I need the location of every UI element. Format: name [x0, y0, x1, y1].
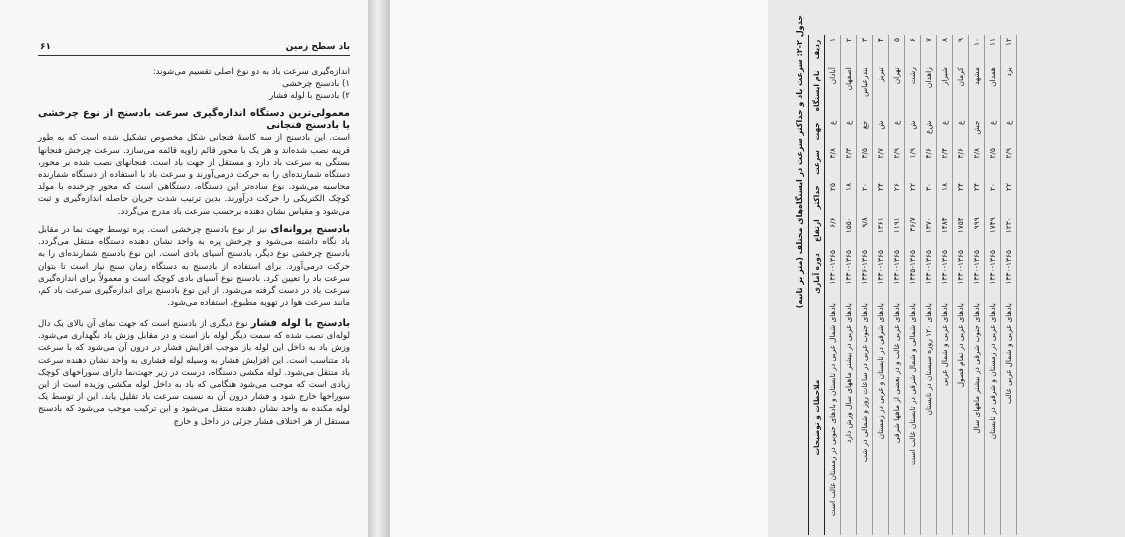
table-cell: شیراز	[937, 64, 953, 117]
table-row	[937, 35, 953, 535]
table-cell: کرمان	[953, 64, 969, 117]
table-cell: ۲/۵	[985, 145, 1001, 180]
table-cell: غ	[841, 118, 857, 145]
table-row	[953, 35, 969, 535]
table-cell: بادهای شرقی در تابستان و غربی در زمستان	[873, 300, 889, 535]
table-cell: ۱۲	[1001, 35, 1017, 64]
table-cell: ۱۱۹۱	[889, 214, 905, 247]
table-cell: بادهای جنوب شرقی در بیشتر ماههای سال	[969, 300, 985, 535]
table-row	[921, 35, 937, 535]
table-cell: ۱۳۳۰-۱۳۶۵	[1001, 247, 1017, 300]
table-cell: ۲۵	[825, 180, 841, 214]
table-cell: ۲۴	[873, 180, 889, 214]
table-cell: ۳۰	[921, 180, 937, 214]
header-rule	[38, 55, 350, 56]
table-row	[969, 35, 985, 535]
table-cell: بادهای غربی و شمال غربی	[937, 300, 953, 535]
table-cell: بادهای جنوب غربی در ساعات روز و شمالی در شب	[857, 300, 873, 535]
book-gutter	[368, 0, 392, 537]
list-item-2: ۲) بادسنج با لوله فشار	[269, 91, 350, 102]
table-header-row	[809, 35, 825, 535]
table-cell: ۷	[921, 35, 937, 64]
th-row: ردیف	[809, 35, 825, 64]
table-row	[985, 35, 1001, 535]
table-cell: بندرعباس	[857, 64, 873, 117]
table-cell: ۲۲	[905, 180, 921, 214]
table-cell: رشت	[905, 64, 921, 117]
table-cell: آبادان	[825, 64, 841, 117]
section-body: نیز از نوع بادسنج چرخشی است. پره توسط جهت نما در مقابل باد نگاه داشته می‌شود و چرخش پره به واحد نشان دهنده دستگاه منتقل می‌گردد. بادسنج چرخشی نوع دیگر، بادسنج آسیای بادی است. این نوع بادسنج شمارنده‌ای را به حرکت درمی‌آورد. برای استفاده از بادسنج به دستگاه زمان سنج نیاز است تا بتوان سرعت باد را تعیین کرد. بادسنج نوع آسیای بادی کوچک است و معمولاً برای اندازه‌گیری سرعت باد در دست گرفته می‌شود. از این نوع بادسنج برای اندازه‌گیری سرعت باد کم، مانند سرعت هوا در تهویه مطبوع، استفاده می‌شود.	[38, 225, 350, 309]
table-cell: ۴	[873, 35, 889, 64]
table-cell: ۱/۹	[905, 145, 921, 180]
table-cell: ۶	[905, 35, 921, 64]
table-cell: غ	[985, 118, 1001, 145]
section-body: است. این بادسنج از سه کاسهٔ فنجانی شکل مخصوص تشکیل شده است که به طور قرینه نصب شده‌اند و هر یک با محور قائم زاویه قائمه می‌سازد. سرعت چرخش فنجانها بستگی به سرعت باد دارد و مستقل از جهت باد است. فنجانهای نصب شده بر محور، دستگاه شمارنده‌ای را به حرکت درمی‌آورند و سرعت باد با استفاده از دستگاه شمارنده محاسبه می‌شود. نوع ساده‌تر این دستگاه، دستگاهی است که محور چرخنده با مولد کوچک الکتریکی را حرکت درآورند. بدین ترتیب شدت جریان حاصله اندازه‌گیری و ثبت می‌شود و مقیاس نشان دهنده برحسب سرعت باد مدرج می‌گردد.	[38, 133, 350, 217]
table-cell: ۱۳۳۰-۱۳۶۵	[873, 247, 889, 300]
table-cell: ۹	[953, 35, 969, 64]
table-cell: بادهای ۱۲۰ روزه سیستان در تابستان	[921, 300, 937, 535]
table-cell: مشهد	[969, 64, 985, 117]
table-cell: غ	[937, 118, 953, 145]
table-cell: ۱۳۳۵-۱۳۶۵	[905, 247, 921, 300]
table-cell: بادهای شمالی و شمال شرقی در تابستان غالب است	[905, 300, 921, 535]
table-cell: ۱۳۳۶-۱۳۶۵	[857, 247, 873, 300]
table-cell: ۳/۵	[857, 145, 873, 180]
table-cell: زاهدان	[921, 64, 937, 117]
th-max: حداکثر	[809, 180, 825, 214]
table-cell: یزد	[1001, 64, 1017, 117]
table-cell: ۲/۴	[937, 145, 953, 180]
wind-table	[808, 35, 1017, 535]
table-cell: بادهای غربی غالب و در بعضی از ماهها شرقی	[889, 300, 905, 535]
table-cell: ۲	[841, 35, 857, 64]
table-cell: ش‌غ	[921, 118, 937, 145]
table-cell: ۳	[857, 35, 873, 64]
table-cell: غ	[825, 118, 841, 145]
table-cell: ۴/۶	[921, 145, 937, 180]
table-cell: ۱۳۶۱	[873, 214, 889, 247]
intro-paragraph	[38, 66, 350, 103]
table-cell: ۲۰	[857, 180, 873, 214]
section-propeller-anemometer	[38, 224, 350, 309]
table-cell: ۱۰	[969, 35, 985, 64]
section-heading: بادسنج پروانه‌ای	[270, 224, 351, 235]
table-cell: ۱۴۸۴	[937, 214, 953, 247]
th-notes: ملاحظات و توضیحات	[809, 300, 825, 535]
table-cell: ۱۳۳۰-۱۳۶۵	[841, 247, 857, 300]
table-cell: ۱	[825, 35, 841, 64]
table-cell: بادهای غربی در بیشتر ماههای سال وزش دارد	[841, 300, 857, 535]
table-cell: ۱۳۷۰	[921, 214, 937, 247]
table-cell: ۹/۸	[857, 214, 873, 247]
table-cell: ۳/۶	[953, 145, 969, 180]
table-cell: ۱۳۳۰-۱۳۶۵	[889, 247, 905, 300]
table-cell: ۳/۸	[825, 145, 841, 180]
table-row	[889, 35, 905, 535]
table-cell: ۱۳۳۰-۱۳۶۵	[825, 247, 841, 300]
table-cell: ۱۳۳۰-۱۳۶۵	[953, 247, 969, 300]
table-cell: ۲۶	[889, 180, 905, 214]
table-cell: جغ	[857, 118, 873, 145]
table-cell: بادهای غربی در تمام فصول	[953, 300, 969, 535]
table-cell: تبریز	[873, 64, 889, 117]
th-speed: سرعت	[809, 145, 825, 180]
list-item-1: ۱) بادسنج چرخشی	[282, 79, 350, 90]
table-cell: ۸	[937, 35, 953, 64]
table-cell: ۱۱	[985, 35, 1001, 64]
running-title: باد سطح زمین	[285, 42, 350, 52]
table-row	[841, 35, 857, 535]
table-cell: ۳۶/۷	[905, 214, 921, 247]
table-cell: غ	[889, 118, 905, 145]
table-cell: ۵	[889, 35, 905, 64]
table-cell: ۲۴	[953, 180, 969, 214]
table-cell: ۹۹۹	[969, 214, 985, 247]
table-cell: ۱۵۵۰	[841, 214, 857, 247]
table-cell: ۲۲	[1001, 180, 1017, 214]
section-heading: معمولی‌ترین دستگاه اندازه‌گیری سرعت بادسنج از نوع چرخشی یا بادسنج فنجانی	[38, 108, 350, 132]
table-cell: تهران	[889, 64, 905, 117]
section-heading: بادسنج با لوله فشار	[250, 318, 350, 329]
table-cell: بادهای غربی در زمستان و شرقی در تابستان	[985, 300, 1001, 535]
th-period: دوره آماری	[809, 247, 825, 300]
page-number: ۶۱	[40, 42, 51, 52]
table-cell: ۲/۹	[889, 145, 905, 180]
intro-text: اندازه‌گیری سرعت باد به دو نوع اصلی تقسیم می‌شوند:	[152, 67, 350, 77]
section-cup-anemometer	[38, 108, 350, 218]
table-row	[905, 35, 921, 535]
th-direction: جهت	[809, 118, 825, 145]
th-station: نام ایستگاه	[809, 64, 825, 117]
table-cell: ۱۳۳۰-۱۳۶۵	[969, 247, 985, 300]
table-cell: ۲/۳	[841, 145, 857, 180]
table-caption: جدول ۲-۲: سرعت باد و حداکثر سرعت در ایستگاه‌های مختلف (متر بر ثانیه)	[795, 15, 804, 309]
table-cell: ۱۳۳۰-۱۳۶۵	[937, 247, 953, 300]
table-cell: ۱۳۳۰-۱۳۶۵	[921, 247, 937, 300]
table-row	[857, 35, 873, 535]
table-row	[1001, 35, 1017, 535]
table-cell: ۲۴	[969, 180, 985, 214]
table-cell: غ	[953, 118, 969, 145]
table-cell: ۶/۶	[825, 214, 841, 247]
th-elevation: ارتفاع	[809, 214, 825, 247]
table-cell: ۲/۷	[873, 145, 889, 180]
table-cell: همدان	[985, 64, 1001, 117]
table-cell: ۱۸	[937, 180, 953, 214]
left-page	[0, 0, 372, 537]
table-row	[873, 35, 889, 535]
table-cell: جش	[969, 118, 985, 145]
table-cell: ۲۰	[985, 180, 1001, 214]
table-cell: ۱۳۳۰-۱۳۶۵	[985, 247, 1001, 300]
table-cell: ۱۲۳۰	[1001, 214, 1017, 247]
table-cell: ۱۷۴۹	[985, 214, 1001, 247]
table-cell: ۱۸	[841, 180, 857, 214]
table-cell: بادهای شمال غربی در تابستان و بادهای جنوبی در زمستان غالب است	[825, 300, 841, 535]
section-pressure-tube-anemometer	[38, 318, 350, 428]
table-cell: ش	[873, 118, 889, 145]
table-cell: غ	[1001, 118, 1017, 145]
section-body: نوع دیگری از بادسنج است که جهت نمای آن بالای یک دال لوله‌ای نصب شده که سمت دیگر لوله باز است و در مقابل وزش باد نگهداری می‌شود. وزش باد به داخل این لوله باز موجب افزایش فشار در درون آن می‌شود که با سرعت باد متناسب است. این افزایش فشار به وسیله لوله فشاری به واحد نشان دهنده سرعت باد منتقل می‌شود. لوله مکشی دستگاه، درست در زیر جهت‌نما دارای سوراخهای کوچک زیادی است که موجب می‌شود هنگامی که باد به داخل لوله مکشی وزیده است از این سوراخها خارج شود و فشار درون آن به نسبت سرعت باد تقلیل یابد. این از توسط یک لوله مکنده به واحد نشان دهنده منتقل می‌شود و این ترکیب موجب می‌شود که بادسنج مستقل از هر اختلاف فشار جزئی در داخل و خارج	[38, 319, 350, 427]
table-cell: ۲/۹	[1001, 145, 1017, 180]
table-cell: ۱۷۵۴	[953, 214, 969, 247]
table-cell: ۲/۸	[969, 145, 985, 180]
table-cell: ش	[905, 118, 921, 145]
table-cell: بادهای غربی و شمال غربی غالب	[1001, 300, 1017, 535]
table-row	[825, 35, 841, 535]
table-cell: اصفهان	[841, 64, 857, 117]
rotated-table-block	[795, 15, 1125, 535]
right-page	[390, 0, 1013, 537]
